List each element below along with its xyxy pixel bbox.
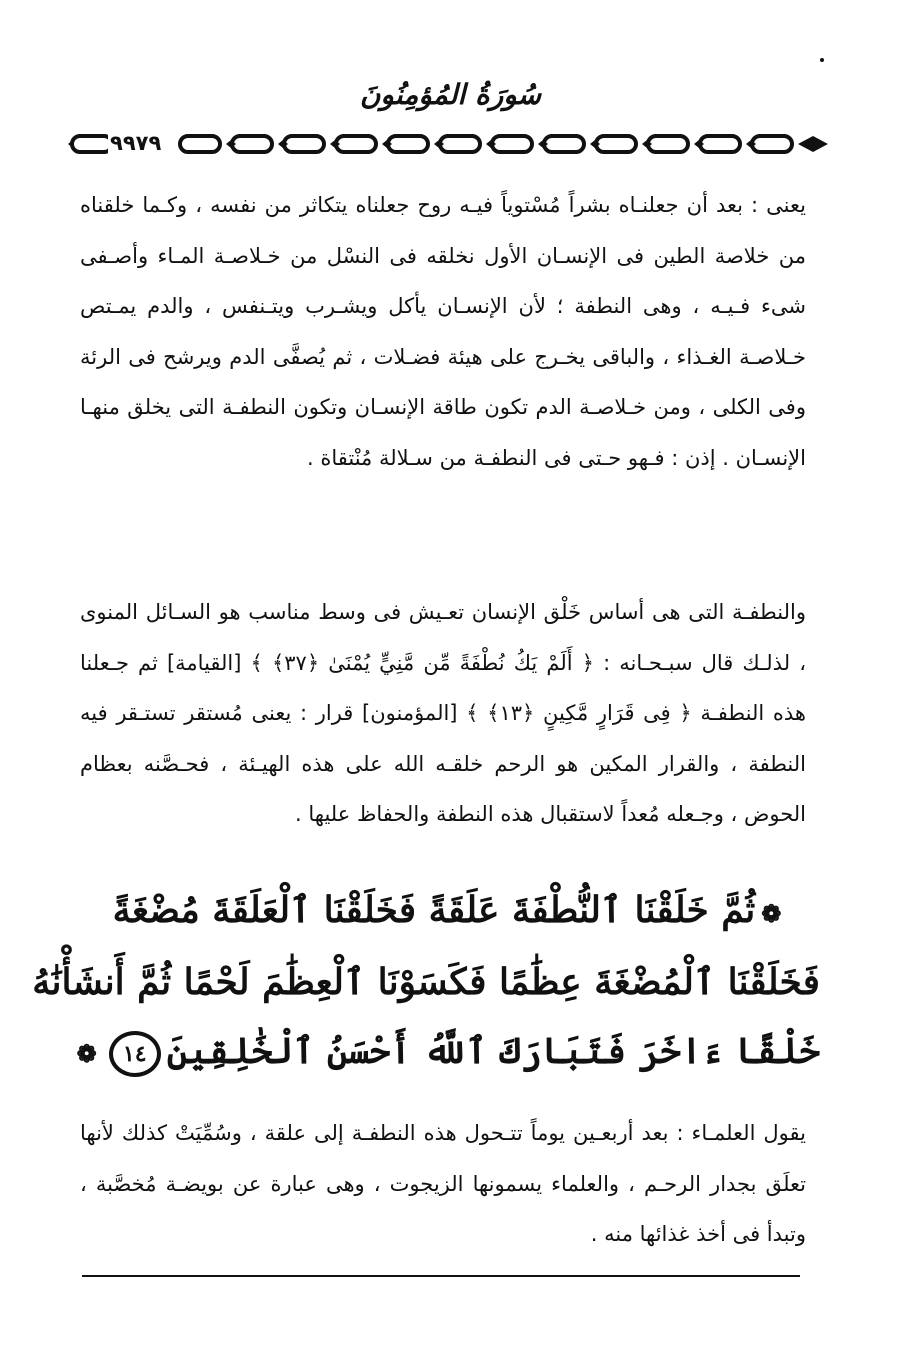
body-paragraph-2 — [80, 587, 806, 840]
page-speck — [820, 58, 824, 62]
paragraph-text: يعنى : بعد أن جعلنـاه بشراً مُسْتوياً فيـه روح جعلناه يتكاثر من نفسه ، وكـما خلقناه من خلاصة الطين فى الإنسـان الأول نخلقه فى النسْل من خـلاصـة المـاء وأصـفى شىء فـيـه ، وهى النطفة ؛ لأن الإنسـان يأكل ويشـرب ويتـنفس ، والدم يمـتص خـلاصـة الغـذاء ، والباقى يخـرج على هيئة فضـلات ، ثم يُصفَّى الدم ويرشح فى الرئة وفى الكلى ، ومن خـلاصـة الدم تكون طاقة الإنسـان وتكون النطفـة التى يخلق منهـا الإنسـان . إذن : فـهو حـتى فى النطفـة من سـلالة مُنْتقاة . — [80, 193, 806, 470]
ornament-flower-icon: ❁ — [761, 898, 782, 928]
page-number: ٩٩٧٩ — [110, 131, 162, 155]
verse-line-1 — [80, 876, 820, 948]
verse-text: خَلْقًا ءَاخَرَ فَتَبَارَكَ ٱللَّهُ أَحْسَنُ ٱلْخَٰلِقِينَ — [166, 1029, 820, 1072]
body-paragraph-3 — [80, 1108, 806, 1260]
surah-title: سُورَةُ المُؤمِنُونَ — [359, 78, 542, 111]
body-paragraph-1 — [80, 180, 806, 483]
verse-text: ثُمَّ خَلَقْنَا ٱلنُّطْفَةَ عَلَقَةً فَخَلَقْنَا ٱلْعَلَقَةَ مُضْغَةً — [112, 889, 756, 931]
verse-line-2 — [32, 948, 820, 1017]
footnote-separator — [82, 1275, 800, 1277]
paragraph-text: والنطفـة التى هى أساس خَلْق الإنسان تعـيش فى وسط مناسب هو السـائل المنوى ، لذلـك قال سبـحـانه : ﴿ أَلَمْ يَكُ نُطْفَةً مِّن مَّنِيٍّ يُمْنَىٰ ﴿٣٧﴾ ﴾ [القيامة] ثم جـعلنا هذه النطفـة ﴿ فِى قَرَارٍ مَّكِينٍ ﴿١٣﴾ ﴾ [المؤمنون] قرار : يعنى مُستقر تستـقر فيه النطفة ، والقرار المكين هو الرحم خلقـه الله على هذه الهيـئة ، فحـصَّنه بعظام الحوض ، وجـعله مُعداً لاستقبال هذه النطفة والحفاظ عليها . — [80, 600, 806, 826]
ornament-flower-icon: ❁ — [76, 1039, 97, 1068]
verse-text: فَخَلَقْنَا ٱلْمُضْغَةَ عِظَٰمًا فَكَسَوْنَا ٱلْعِظَٰمَ لَحْمًا ثُمَّ أَنشَأْنَٰهُ — [32, 960, 820, 1003]
ayah-number-badge: ١٤ — [109, 1031, 161, 1077]
verse-line-3 — [76, 1017, 820, 1089]
paragraph-text: يقول العلمـاء : بعد أربعـين يوماً تتـحول هذه النطفـة إلى علقة ، وسُمِّيَتْ كذلك لأنها تعلَق بجدار الرحـم ، والعلماء يسمونها الزيجوت ، وهى عبارة عن بويضـة مُخصَّبة ، وتبدأ فى أخذ غذائها منه . — [80, 1121, 806, 1246]
header-ornament-band — [68, 130, 832, 160]
quran-verse-block — [32, 876, 820, 1088]
